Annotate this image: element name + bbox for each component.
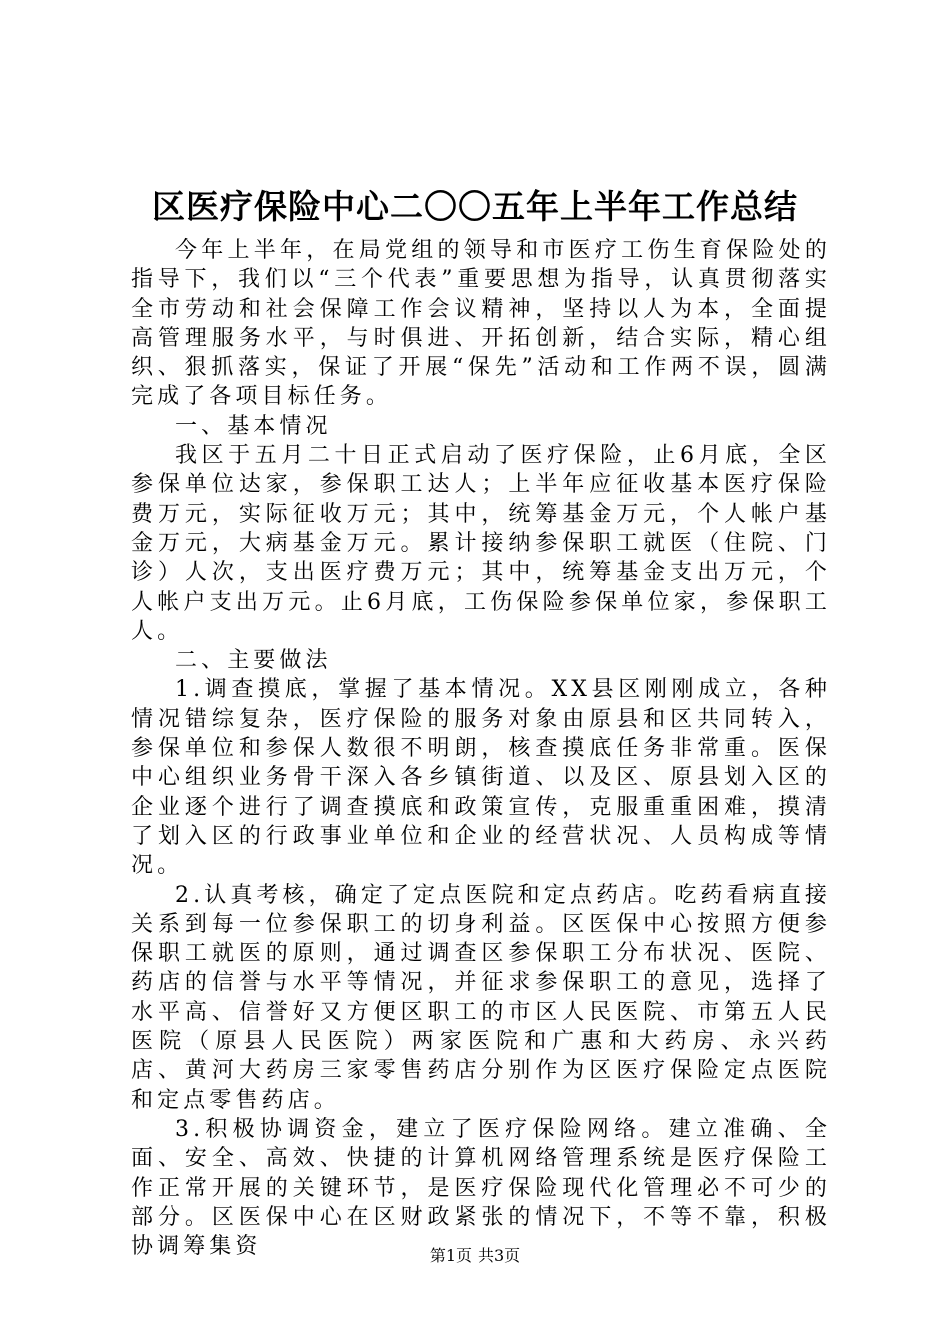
page-total: 共3页	[478, 1246, 521, 1265]
section-heading-main-practices: 二、主要做法	[175, 648, 332, 674]
document-title: 区医疗保险中心二〇〇五年上半年工作总结	[152, 187, 798, 226]
page-number: 第1页	[429, 1246, 472, 1265]
paragraph-practice-2: 2.认真考核，确定了定点医院和定点药店。吃药看病直接关系到每一位参保职工的切身利益。区医保中心按照方便参保职工就医的原则，通过调查区参保职工分布状况、医院、药店的信誉与水平等情况，并征求参保职工的意见，选择了水平高、信誉好又方便区职工的市区人民医院、市第五人民医院（原县人民医院）两家医院和广惠和大药房、永兴药店、黄河大药房三家零售药店分别作为区医疗保险定点医院和定点零售药店。	[131, 882, 831, 1113]
document-body	[131, 236, 831, 1261]
paragraph-intro: 今年上半年，在局党组的领导和市医疗工伤生育保险处的指导下，我们以“三个代表”重要思想为指导，认真贯彻落实全市劳动和社会保障工作会议精神，坚持以人为本，全面提高管理服务水平，与时俱进、开拓创新，结合实际，精心组织、狠抓落实，保证了开展“保先”活动和工作两不误，圆满完成了各项目标任务。	[131, 238, 831, 410]
paragraph-practice-3: 3.积极协调资金，建立了医疗保险网络。建立准确、全面、安全、高效、快捷的计算机网络管理系统是医疗保险工作正常开展的关键环节，是医疗保险现代化管理必不可少的部分。区医保中心在区财政紧张的情况下，不等不靠，积极协调筹集资	[131, 1116, 831, 1260]
paragraph-basic-situation: 我区于五月二十日正式启动了医疗保险，止6月底，全区参保单位达家，参保职工达人；上半年应征收基本医疗保险费万元，实际征收万元；其中，统筹基金万元，个人帐户基金万元，大病基金万元。累计接纳参保职工就医（住院、门诊）人次，支出医疗费万元；其中，统筹基金支出万元，个人帐户支出万元。止6月底，工伤保险参保单位家，参保职工人。	[131, 443, 831, 644]
paragraph-practice-1: 1.调查摸底，掌握了基本情况。XX县区刚刚成立，各种情况错综复杂，医疗保险的服务对象由原县和区共同转入，参保单位和参保人数很不明朗，核查摸底任务非常重。医保中心组织业务骨干深入各乡镇街道、以及区、原县划入区的企业逐个进行了调查摸底和政策宣传，克服重重困难，摸清了划入区的行政事业单位和企业的经营状况、人员构成等情况。	[131, 677, 831, 879]
section-heading-basic-situation: 一、基本情况	[175, 413, 332, 439]
page-footer	[0, 1246, 950, 1266]
